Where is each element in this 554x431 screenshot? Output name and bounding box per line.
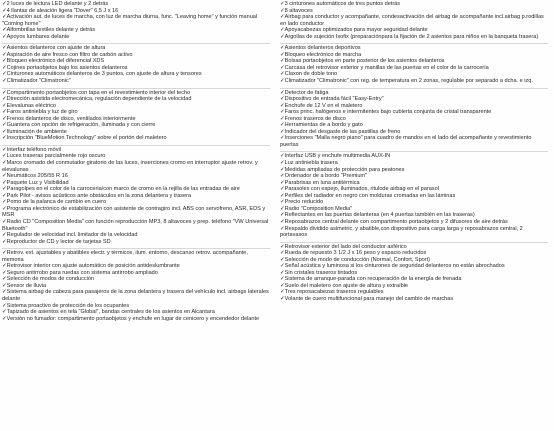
list-item: ✓Inserciones "Malla negro piano" para cuadro de mandos en el lado del acompañante y revestimiento puertas bbox=[280, 135, 532, 148]
list-item: ✓Bloqueo electrónico de marcha bbox=[280, 51, 362, 58]
list-item: ✓Detector de fatiga bbox=[280, 89, 329, 96]
list-item: ✓Frenos traseros de disco bbox=[280, 115, 346, 122]
list-item: ✓Luces traseras parcialmente rojo oscuro bbox=[2, 153, 106, 160]
right-group-1 bbox=[280, 1, 548, 40]
list-item: ✓Rueda de repuesto 3 1/2 J x 16 peso y espacio reducidos bbox=[280, 250, 427, 257]
list-item: ✓2 luces de lectura LED delante y 2 detrás bbox=[2, 1, 109, 7]
right-column bbox=[280, 1, 548, 306]
list-item: ✓Iluminación de ambiente bbox=[2, 128, 67, 135]
list-item: ✓Alfombrillas textiles delante y detrás bbox=[2, 27, 96, 34]
list-item: ✓Argollas de sujeción Isofix (preparaciónpara la fijación de 2 asientos para niños en la banqueta trasera) bbox=[280, 33, 539, 40]
list-item: ✓Asientos delanteros con ajuste de altura bbox=[2, 45, 106, 52]
list-item: ✓Enchufe de 12 V en el maletero bbox=[280, 102, 363, 109]
list-item: ✓Selección de modo de conducción (Normal, Confort, Sport) bbox=[280, 256, 430, 263]
right-group-3 bbox=[280, 88, 548, 149]
list-item: ✓Dispositivo de entrada fácil "Easy-Entry" bbox=[280, 96, 384, 103]
list-item: ✓Compartimento portaobjetos con tapa en el revestimiento interior del techo bbox=[2, 89, 191, 96]
list-item: ✓Paragolpes en el color de la carroceria/con marco de cromo en la rejilla de las entradas de aire bbox=[2, 186, 240, 193]
list-item: ✓Claxon de doble tono bbox=[280, 71, 338, 78]
list-item: ✓Asientos delanteros deportivos bbox=[280, 45, 361, 52]
list-item: ✓Volante de cuero multifuncional para manejo del cambio de marchas bbox=[280, 295, 454, 302]
list-item: ✓3 cinturones automáticos de tres puntos detrás bbox=[280, 1, 401, 7]
list-item: ✓Perfiles del radiador en negro con molduras cromadas en las láminas bbox=[280, 192, 456, 199]
list-item: ✓Medidas ampliadas de protección para peatones bbox=[280, 166, 405, 173]
left-group-1 bbox=[2, 1, 270, 40]
left-group-2 bbox=[2, 43, 270, 84]
left-group-5 bbox=[2, 248, 270, 322]
list-item: ✓Tres reposacabezas traseros regulables bbox=[280, 289, 384, 296]
list-item: ✓Guantera con opción de refrigeración, iluminada y con cierre bbox=[2, 122, 156, 129]
right-group-5 bbox=[280, 242, 548, 303]
list-item: ✓Cinturones automáticos delanteros de 3 puntos, con ajuste de altura y tensores bbox=[2, 71, 202, 78]
list-item: ✓Tapizado de asientos en tela "Global", bandas centrales de los asientos en Alcantara bbox=[2, 309, 215, 316]
left-group-4 bbox=[2, 145, 270, 245]
list-item: ✓Neumáticos 205/55 R 16 bbox=[2, 173, 68, 180]
list-item: ✓Cojines portaobjetos bajo los asientos delanteros bbox=[2, 64, 128, 71]
list-item: ✓Paquete Luz y Visibilidad bbox=[2, 179, 69, 186]
list-item: ✓Park Pilot - avisos acústicos ante obstáculos en la zona delantera y trasera bbox=[2, 192, 192, 199]
list-item: ✓Elevalunas eléctrico bbox=[2, 102, 57, 109]
list-item: ✓Apoyacabezas optimizados para mayor seguridad delante bbox=[280, 27, 428, 34]
list-item: ✓Programa electrónico de estabilización con asistente de contragiro incl. ABS con servofreno, ASR, EDS y MSR bbox=[2, 205, 266, 219]
list-item: ✓Señal acústica y luminosa si los cinturones de seguridad delanteros no están abrochados bbox=[280, 263, 505, 270]
list-item: ✓Suelo del maletero con ajuste de altura y extraíble bbox=[280, 282, 409, 289]
list-item: ✓Sin cristales traseros tintados bbox=[280, 269, 358, 276]
list-item: ✓Inscripción "BlueMotion Technology" sobre el portón del maletero bbox=[2, 135, 167, 142]
list-item: ✓Carcasa del retrovisor exterior y manillas de las puertas en el color de la carrocería bbox=[280, 64, 489, 71]
list-item: ✓Parabrisas en luna antitérmica bbox=[280, 179, 360, 186]
list-item: ✓Seguro antirrobo para ruedas con sistema antirrobo ampliado bbox=[2, 269, 158, 276]
list-item: ✓Marco cromado del conmutador giratorio de las luces, inserciones cromo en interruptor ajuste retrov. y elevalunas bbox=[2, 160, 258, 173]
list-item: ✓Airbag para conductor y acompañante, condesactivación del airbag de acompañante incl.airbag p.rodillas en lado conductor bbox=[280, 14, 544, 27]
right-group-2 bbox=[280, 43, 548, 84]
list-item: ✓Reposabrazos central delante con compartimento portaobjetos y 2 difusores de aire detrás bbox=[280, 218, 508, 225]
list-item: ✓Sistema proactivo de protección de los ocupantes bbox=[2, 302, 130, 309]
list-item: ✓Radio CD "Composition Media" con función reproducción MP3, 8 altavoces y prep. teléfono "VW Universal Bluetooth" bbox=[2, 218, 269, 232]
list-item: ✓Sistema airbag de cabeza para pasajeros de la zona delantera y trasera del vehículo incl. airbags laterales delante bbox=[2, 289, 269, 302]
list-item: ✓Climatizador "Climatronic" con reg. de temperatura en 2 zonas, regulable por separado a dcha. e izq. bbox=[280, 78, 533, 85]
list-item: ✓Activación aut. de luces de marcha, con luz de marcha diurna, func. "Leaving home" y función manual "Coming home" bbox=[2, 14, 258, 27]
list-item: ✓Luz antiniebla trasera bbox=[280, 160, 338, 167]
list-item: ✓Sistema de arranque-parada con recuperación de la energía de frenada bbox=[280, 276, 462, 283]
list-item: ✓Regulador de velocidad incl. limitador de la velocidad bbox=[2, 232, 138, 239]
list-item: ✓Bolsas portaobjetos en parte posterior de los asientos delanteros bbox=[280, 58, 445, 65]
list-item: ✓Retrovisor interior con ajuste automático de posición antideslumbrante bbox=[2, 263, 180, 270]
list-item: ✓Apoyos lumbares delante bbox=[2, 33, 70, 40]
left-group-3 bbox=[2, 88, 270, 142]
list-item: ✓4 llantas de aleación ligera "Dover" 6,5 J x 16 bbox=[2, 7, 119, 14]
left-column bbox=[2, 1, 270, 325]
list-item: ✓Dirección asistida electromecánica, regulación dependiente de la velocidad bbox=[2, 96, 192, 103]
right-group-4 bbox=[280, 151, 548, 238]
list-item: ✓Aspiración de aire fresco con filtro de carbón activo bbox=[2, 51, 133, 58]
list-item: ✓Faros princ. halógenos e intermitentes bajo cubierta conjunta de cristal transparente bbox=[280, 109, 492, 116]
list-item: ✓Precio reducido bbox=[280, 199, 324, 206]
list-item: ✓Bloqueo electrónico del diferencial XDS bbox=[2, 58, 105, 65]
list-item: ✓Reproductor de CD y lector de tarjetas SD bbox=[2, 238, 111, 245]
list-item: ✓Retrov. ext. ajustables y abatibles electr. y térmicos, ilum. entorno, descanso retrov. acompañante, memoria bbox=[2, 250, 248, 263]
list-item: ✓Respaldo dividido asimetric. y abatible,con dispositivo para carga larga y reposabrazos central, 2 portavasos bbox=[280, 225, 523, 239]
list-item: ✓Pomo de la palanca de cambio en cuero bbox=[2, 199, 107, 206]
list-item: ✓Radio "Composition Media" bbox=[280, 205, 353, 212]
list-item: ✓Sensor de lluvia bbox=[2, 282, 47, 289]
list-item: ✓Climatizador "Climatronic" bbox=[2, 78, 71, 85]
list-item: ✓Reflectantes en las puertas delanteras (en 4 puertas también en las traseras) bbox=[280, 212, 475, 219]
list-item: ✓Parasoles con espejo, iluminados, ritulode airbag en el parasol bbox=[280, 186, 439, 193]
list-item: ✓Herramientas de a bordo y gato bbox=[280, 122, 363, 129]
list-item: ✓Interfaz teléfono móvil bbox=[2, 146, 61, 153]
list-item: ✓Selección de modos de conducción bbox=[2, 276, 95, 283]
list-item: ✓Faros antiniebla y luz de giro bbox=[2, 109, 78, 116]
list-item: ✓Ordenador de a bordo "Premium" bbox=[280, 173, 368, 180]
list-item: ✓Versión no fumador: compartimento portaobjetos y enchufe en lugar de cenicero y encendedor delante bbox=[2, 315, 260, 322]
list-item: ✓8 altavoces bbox=[280, 7, 313, 14]
list-item: ✓Retrovisor exterior del lado del conductor asférico bbox=[280, 243, 407, 250]
list-item: ✓Interfaz USB y enchufe multimedia AUX-IN bbox=[280, 153, 391, 160]
list-item: ✓Frenos delanteros de disco, ventilados interiormente bbox=[2, 115, 136, 122]
list-item: ✓Indicador del desgaste de las pastillas de freno bbox=[280, 128, 401, 135]
